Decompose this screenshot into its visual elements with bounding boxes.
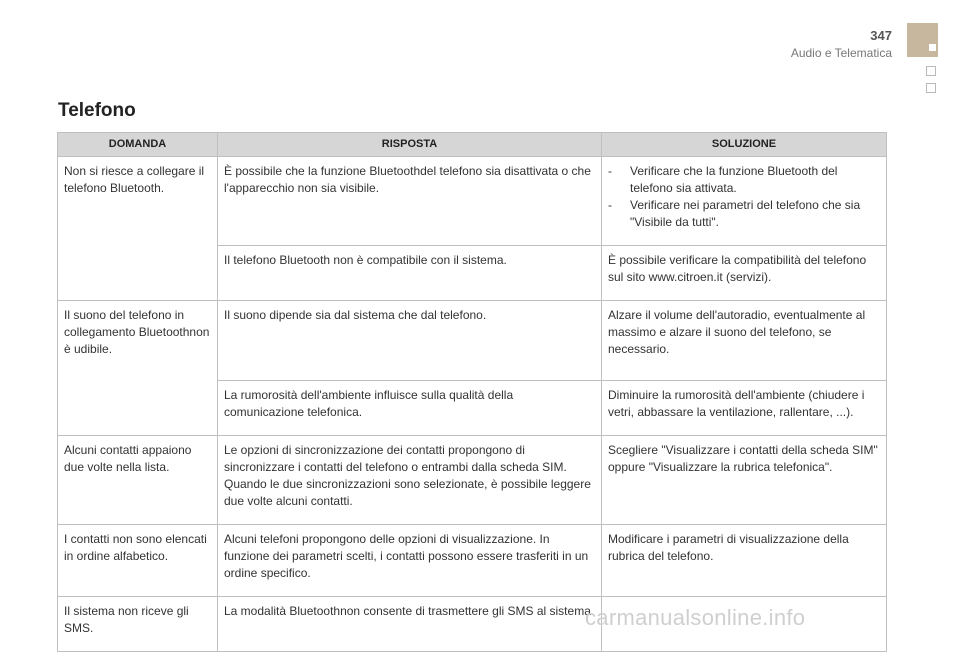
table-header-row xyxy=(58,133,887,157)
solution-cell xyxy=(602,157,887,246)
chapter-square-marker-1 xyxy=(926,66,936,76)
chapter-tab xyxy=(907,23,938,57)
solution-list-item xyxy=(608,197,880,231)
question-cell: I contatti non sono elencati in ordine alfabetico. xyxy=(58,525,218,597)
question-cell: Il sistema non riceve gli SMS. xyxy=(58,597,218,652)
chapter-square-marker-2 xyxy=(926,83,936,93)
table-row xyxy=(58,301,887,381)
dash-bullet: - xyxy=(608,164,612,178)
question-cell: Alcuni contatti appaiono due volte nella lista. xyxy=(58,436,218,525)
answer-cell: Alcuni telefoni propongono delle opzioni di visualizzazione. In funzione dei parametri scelti, i contatti possono essere trasferiti in un ordine specifico. xyxy=(218,525,602,597)
answer-cell: Il telefono Bluetooth non è compatibile con il sistema. xyxy=(218,246,602,301)
section-name: Audio e Telematica xyxy=(790,46,892,60)
troubleshooting-table xyxy=(57,132,887,652)
column-header-domanda: DOMANDA xyxy=(58,133,218,157)
answer-cell: Le opzioni di sincronizzazione dei contatti propongono di sincronizzare i contatti del telefono o entrambi dalla scheda SIM. Quando le due sincronizzazioni sono selezionate, è possibile leggere due volte alcuni contatti. xyxy=(218,436,602,525)
column-header-risposta: RISPOSTA xyxy=(218,133,602,157)
table-row xyxy=(58,525,887,597)
solution-cell: Alzare il volume dell'autoradio, eventualmente al massimo e alzare il suono del telefono, se necessario. xyxy=(602,301,887,381)
page-title: Telefono xyxy=(58,100,136,121)
column-header-soluzione: SOLUZIONE xyxy=(602,133,887,157)
solution-cell: Diminuire la rumorosità dell'ambiente (chiudere i vetri, abbassare la ventilazione, rallentare, ...). xyxy=(602,381,887,436)
answer-cell: La rumorosità dell'ambiente influisce sulla qualità della comunicazione telefonica. xyxy=(218,381,602,436)
chapter-tab-marker xyxy=(929,44,936,51)
solution-list-item xyxy=(608,163,880,197)
page-number: 347 xyxy=(870,28,892,43)
solution-item-text: Verificare che la funzione Bluetooth del telefono sia attivata. xyxy=(630,164,838,195)
solution-cell: Scegliere "Visualizzare i contatti della scheda SIM" oppure "Visualizzare la rubrica telefonica". xyxy=(602,436,887,525)
dash-bullet: - xyxy=(608,198,612,212)
question-cell: Il suono del telefono in collegamento Bluetoothnon è udibile. xyxy=(58,301,218,436)
answer-cell: La modalità Bluetoothnon consente di trasmettere gli SMS al sistema. xyxy=(218,597,602,652)
answer-cell: Il suono dipende sia dal sistema che dal telefono. xyxy=(218,301,602,381)
table-row xyxy=(58,436,887,525)
question-cell: Non si riesce a collegare il telefono Bluetooth. xyxy=(58,157,218,301)
table-row xyxy=(58,157,887,246)
solution-cell: È possibile verificare la compatibilità del telefono sul sito www.citroen.it (servizi). xyxy=(602,246,887,301)
answer-cell: È possibile che la funzione Bluetoothdel telefono sia disattivata o che l'apparecchio non sia visibile. xyxy=(218,157,602,246)
solution-item-text: Verificare nei parametri del telefono che sia "Visibile da tutti". xyxy=(630,198,861,229)
solution-cell: Modificare i parametri di visualizzazione della rubrica del telefono. xyxy=(602,525,887,597)
watermark: carmanualsonline.info xyxy=(585,605,806,630)
